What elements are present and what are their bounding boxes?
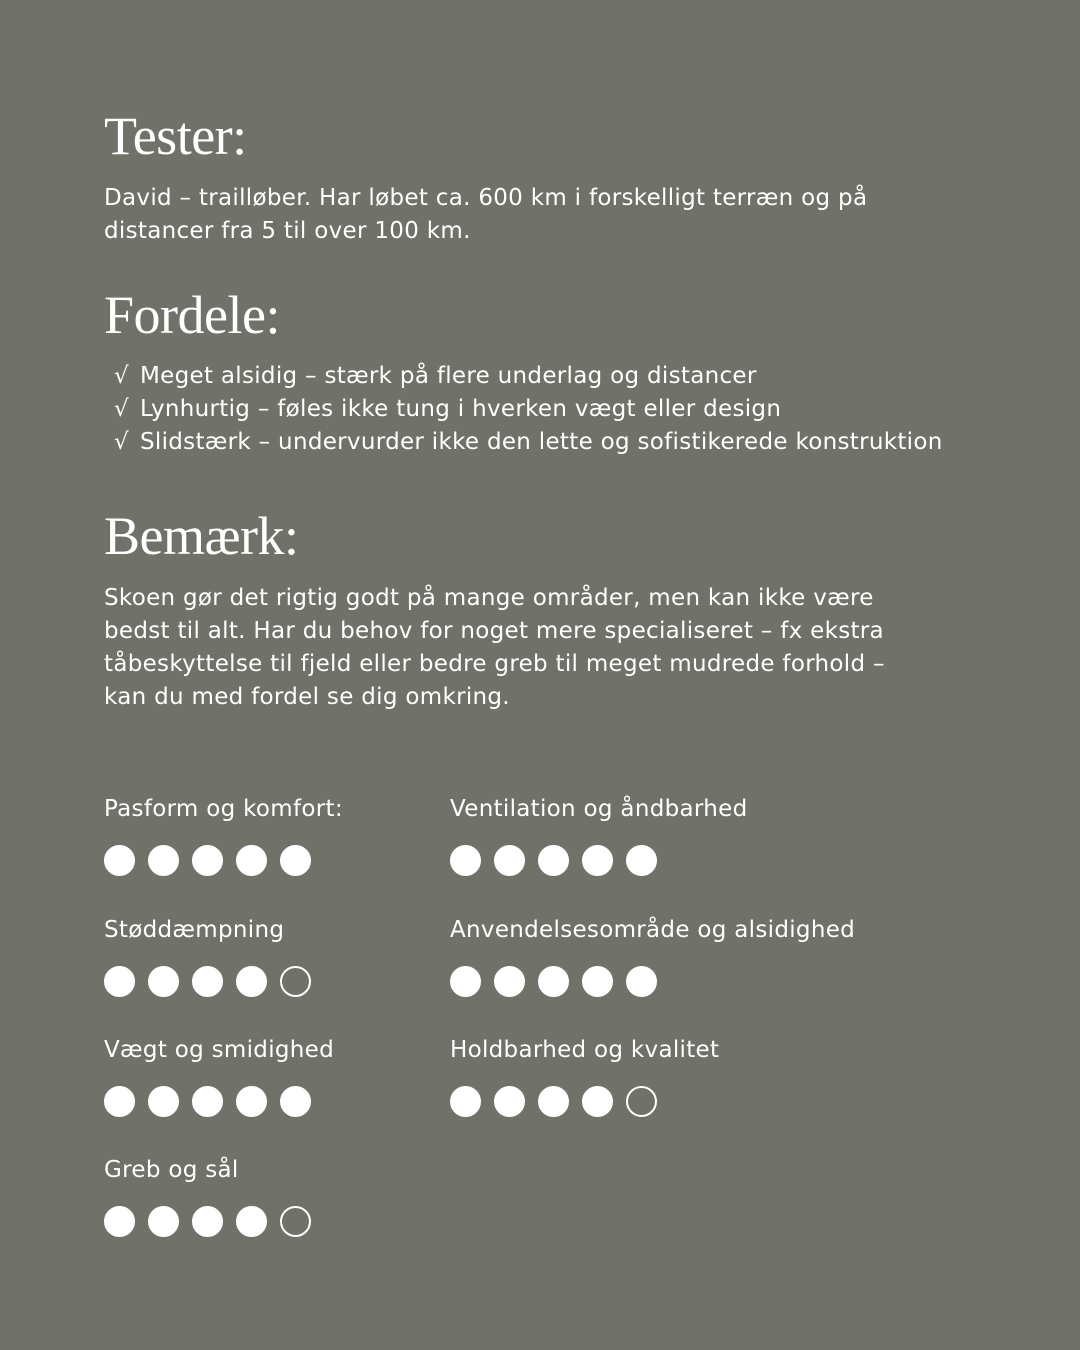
rating-label: Anvendelsesområde og alsidighed xyxy=(450,917,856,943)
rating-label: Vægt og smidighed xyxy=(104,1037,335,1063)
rating-greb xyxy=(104,1155,524,1238)
rating-dots xyxy=(450,966,870,998)
note-line: Skoen gør det rigtig godt på mange områder, men kan ikke være xyxy=(104,585,874,611)
rating-dot-filled xyxy=(494,845,525,876)
pros-heading: Fordele: xyxy=(104,285,280,345)
rating-dot-filled xyxy=(280,845,311,876)
rating-dot-filled xyxy=(494,966,525,997)
note-line: kan du med fordel se dig omkring. xyxy=(104,684,510,710)
rating-dot-filled xyxy=(148,1086,179,1117)
note-description xyxy=(104,582,885,714)
rating-dot-empty xyxy=(626,1086,657,1117)
rating-label: Holdbarhed og kvalitet xyxy=(450,1037,720,1063)
note-heading: Bemærk: xyxy=(104,506,299,566)
list-item xyxy=(114,393,943,426)
rating-dot-filled xyxy=(148,1206,179,1237)
rating-dot-filled xyxy=(538,845,569,876)
rating-anvendelse xyxy=(450,915,870,998)
pros-list xyxy=(114,360,943,459)
list-item xyxy=(114,426,943,459)
rating-dot-filled xyxy=(582,966,613,997)
rating-dot-filled xyxy=(280,1086,311,1117)
rating-dot-filled xyxy=(236,845,267,876)
rating-dot-filled xyxy=(104,966,135,997)
rating-dot-filled xyxy=(236,1086,267,1117)
rating-dot-filled xyxy=(236,966,267,997)
check-icon: √ xyxy=(114,363,129,389)
rating-holdbarhed xyxy=(450,1035,870,1118)
rating-label: Ventilation og åndbarhed xyxy=(450,796,748,822)
rating-dot-filled xyxy=(192,966,223,997)
check-icon: √ xyxy=(114,429,129,455)
rating-dot-filled xyxy=(626,845,657,876)
rating-dot-filled xyxy=(104,1086,135,1117)
rating-dot-filled xyxy=(192,1086,223,1117)
pros-item-text: Meget alsidig – stærk på flere underlag og distancer xyxy=(140,363,757,389)
rating-label: Støddæmpning xyxy=(104,917,285,943)
rating-dot-filled xyxy=(104,1206,135,1237)
tester-line: distancer fra 5 til over 100 km. xyxy=(104,218,471,244)
rating-label: Pasform og komfort: xyxy=(104,796,343,822)
rating-dot-filled xyxy=(494,1086,525,1117)
pros-item-text: Slidstærk – undervurder ikke den lette og sofistikerede konstruktion xyxy=(140,429,943,455)
rating-ventilation xyxy=(450,794,870,877)
rating-dot-filled xyxy=(148,966,179,997)
rating-dot-filled xyxy=(538,1086,569,1117)
rating-dot-empty xyxy=(280,966,311,997)
tester-description xyxy=(104,182,867,248)
rating-dot-filled xyxy=(582,1086,613,1117)
rating-dot-filled xyxy=(450,966,481,997)
rating-dot-filled xyxy=(626,966,657,997)
tester-heading: Tester: xyxy=(104,106,247,166)
rating-label: Greb og sål xyxy=(104,1157,239,1183)
rating-dot-filled xyxy=(104,845,135,876)
list-item xyxy=(114,360,943,393)
tester-line: David – trailløber. Har løbet ca. 600 km i forskelligt terræn og på xyxy=(104,185,868,211)
note-line: bedst til alt. Har du behov for noget mere specialiseret – fx ekstra xyxy=(104,618,884,644)
rating-dot-filled xyxy=(192,1206,223,1237)
rating-dot-filled xyxy=(450,845,481,876)
rating-dot-empty xyxy=(280,1206,311,1237)
rating-dot-filled xyxy=(148,845,179,876)
note-line: tåbeskyttelse til fjeld eller bedre greb til meget mudrede forhold – xyxy=(104,651,885,677)
rating-dots xyxy=(450,845,870,877)
rating-dot-filled xyxy=(450,1086,481,1117)
check-icon: √ xyxy=(114,396,129,422)
rating-dots xyxy=(450,1086,870,1118)
rating-dots xyxy=(104,1206,524,1238)
rating-dot-filled xyxy=(192,845,223,876)
rating-dot-filled xyxy=(236,1206,267,1237)
rating-dot-filled xyxy=(538,966,569,997)
rating-dot-filled xyxy=(582,845,613,876)
pros-item-text: Lynhurtig – føles ikke tung i hverken vægt eller design xyxy=(140,396,782,422)
